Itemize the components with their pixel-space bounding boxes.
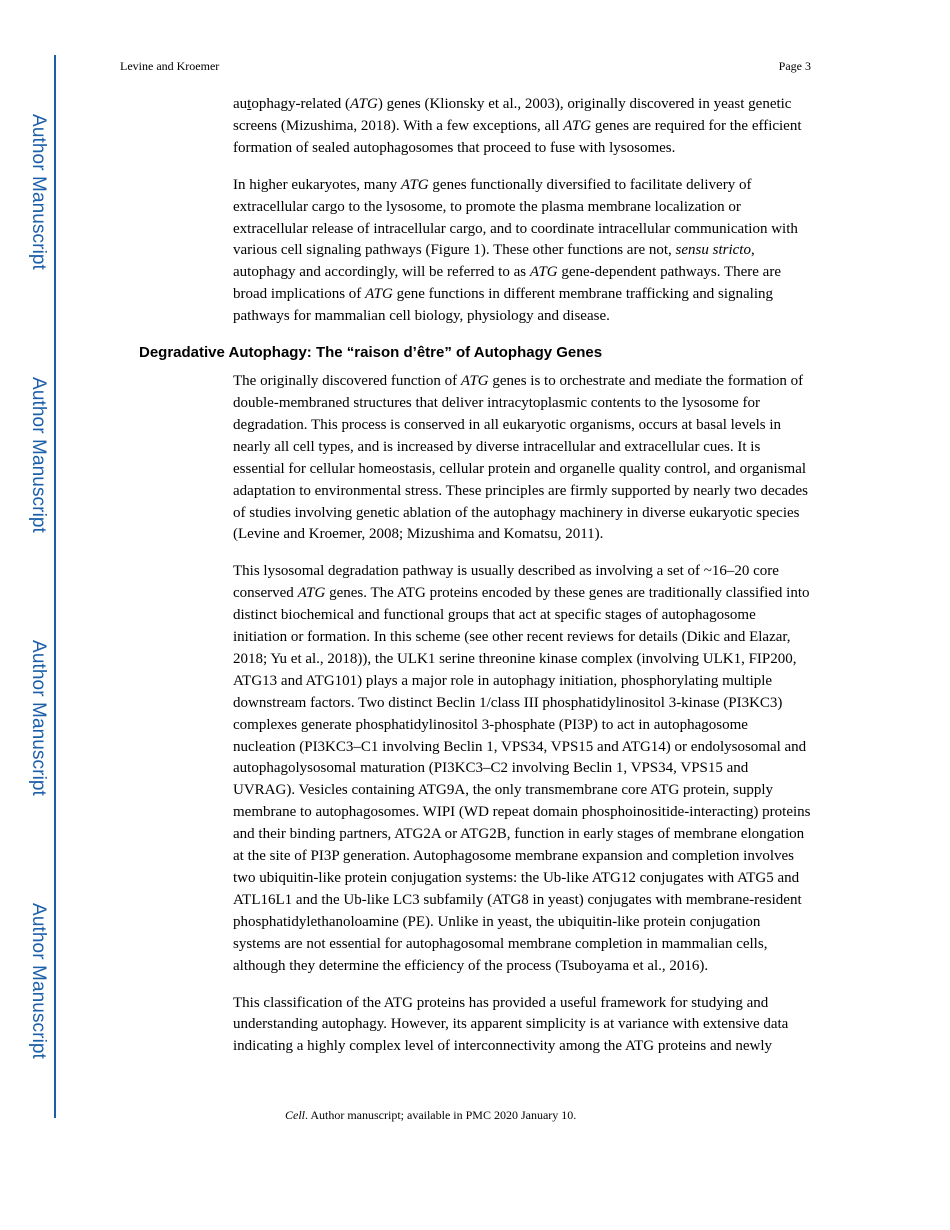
paragraph	[233, 175, 811, 328]
header-authors: Levine and Kroemer	[120, 59, 220, 73]
text-run: gene functions in different membrane trafficking and signaling pathways for mammalian cell biology, physiology and disease.	[233, 286, 774, 325]
text-run: genes functionally diversified to facilitate delivery of extracellular cargo to the lysosome, to promote the plasma membrane localization or extracellular release of intracellular cargo, and to coordinate intracellular communication with various cell signaling pathways (Figure 1). These other functions are not,	[233, 176, 798, 259]
italic-text: ATG	[297, 585, 326, 602]
section-heading: Degradative Autophagy: The “raison d’être” of Autophagy Genes	[139, 344, 603, 362]
italic-text: ATG	[350, 96, 378, 112]
header-page-number: Page 3	[778, 59, 811, 73]
text-run: The originally discovered function of	[233, 373, 461, 390]
italic-text: ATG	[400, 176, 429, 193]
text-run: , autophagy and accordingly, will be referred to as	[233, 242, 755, 281]
text-run: gene-dependent pathways. There are broad implications of	[233, 264, 781, 303]
italic-text: sensu stricto	[675, 242, 751, 259]
sidebar-label: Author Manuscript	[28, 640, 50, 796]
text-run: t	[247, 96, 252, 112]
italic-text: ATG	[460, 373, 489, 390]
paragraph	[233, 371, 811, 546]
paragraph	[233, 993, 811, 1059]
text-run: ophagy-related (	[251, 96, 351, 112]
text-run: This classification of the ATG proteins has provided a useful framework for studying and understanding autophagy. However, its apparent simplicity is at variance with extensive data indicating a highly complex level of interconnectivity among the ATG proteins and newly	[233, 994, 789, 1055]
text-run: ) genes (Klionsky et al., 2003), originally discovered in yeast genetic screens (Mizushima, 2018). With a few exceptions, all	[233, 96, 792, 134]
text-run: This lysosomal degradation pathway is usually described as involving a set of ~16–20 core conserved	[233, 563, 779, 602]
text-run: genes are required for the efficient formation of sealed autophagosomes that proceed to fuse with lysosomes.	[233, 117, 802, 156]
text-run: In higher eukaryotes, many	[233, 176, 401, 193]
text-run: genes is to orchestrate and mediate the formation of double-membraned structures that deliver intracytoplasmic contents to the lysosome for degradation. This process is conserved in all eukaryotic organisms, occurs at basal levels in nearly all cell types, and is increased by diverse intracellular and extracellular cues. It is essential for cellular homeostasis, cellular protein and organelle quality control, and organismal adaptation to environmental stress. These principles are firmly supported by nearly two decades of studies involving genetic ablation of the autophagy machinery in diverse eukaryotic species (Levine and Kroemer, 2008; Mizushima and Komatsu, 2011).	[233, 373, 808, 543]
paragraph	[233, 94, 811, 160]
paragraph	[233, 561, 811, 977]
sidebar-label: Author Manuscript	[28, 377, 50, 533]
sidebar-label: Author Manuscript	[28, 903, 50, 1059]
running-header	[120, 59, 811, 73]
text-run: genes. The ATG proteins encoded by these genes are traditionally classified into distinct biochemical and functional groups that act at specific stages of autophagosome initiation or formation. In this scheme (see other recent reviews for details (Dikic and Elazar, 2018; Yu et al., 2018)), the ULK1 serine threonine kinase complex (involving ULK1, FIP200, ATG13 and ATG101) plays a major role in autophagy initiation, phosphorylating multiple downstream factors. Two distinct Beclin 1/class III phosphatidylinositol 3-kinase (PI3KC3) complexes generate phosphatidylinositol 3-phosphate (PI3P) to act in autophagosome nucleation (PI3KC3–C1 involving Beclin 1, VPS34, VPS15 and ATG14) or endolysosomal and autophagolysosomal maturation (PI3KC3–C2 involving Beclin 1, VPS34, VPS15 and UVRAG). Vesicles containing ATG9A, the only transmembrane core ATG protein, supply membrane to autophagosomes. WIPI (WD repeat domain phosphoinositide-interacting) proteins and their binding partners, ATG2A or ATG2B, function in early stages of membrane elongation at the site of PI3P generation. Autophagosome membrane expansion and completion involves two ubiquitin-like protein conjugation systems: the Ub-like ATG12 conjugates with ATG5 and ATL16L1 and the Ub-like LC3 subfamily (ATG8 in yeast) conjugates with membrane-resident phosphatidylethanoloamine (PE). Unlike in yeast, the ubiquitin-like protein conjugation systems are not essential for autophagosomal membrane completion in mammalian cells, although they determine the efficiency of the process (Tsuboyama et al., 2016).	[233, 585, 811, 974]
sidebar-label: Author Manuscript	[28, 114, 50, 270]
text-run: au	[233, 96, 248, 112]
footer	[285, 1108, 576, 1122]
journal-name: Cell	[285, 1108, 305, 1122]
article-body	[139, 94, 811, 1073]
italic-text: ATG	[365, 286, 393, 303]
footer-note: . Author manuscript; available in PMC 2020 January 10.	[305, 1108, 577, 1122]
italic-text: ATG	[529, 264, 558, 281]
italic-text: ATG	[563, 117, 592, 134]
